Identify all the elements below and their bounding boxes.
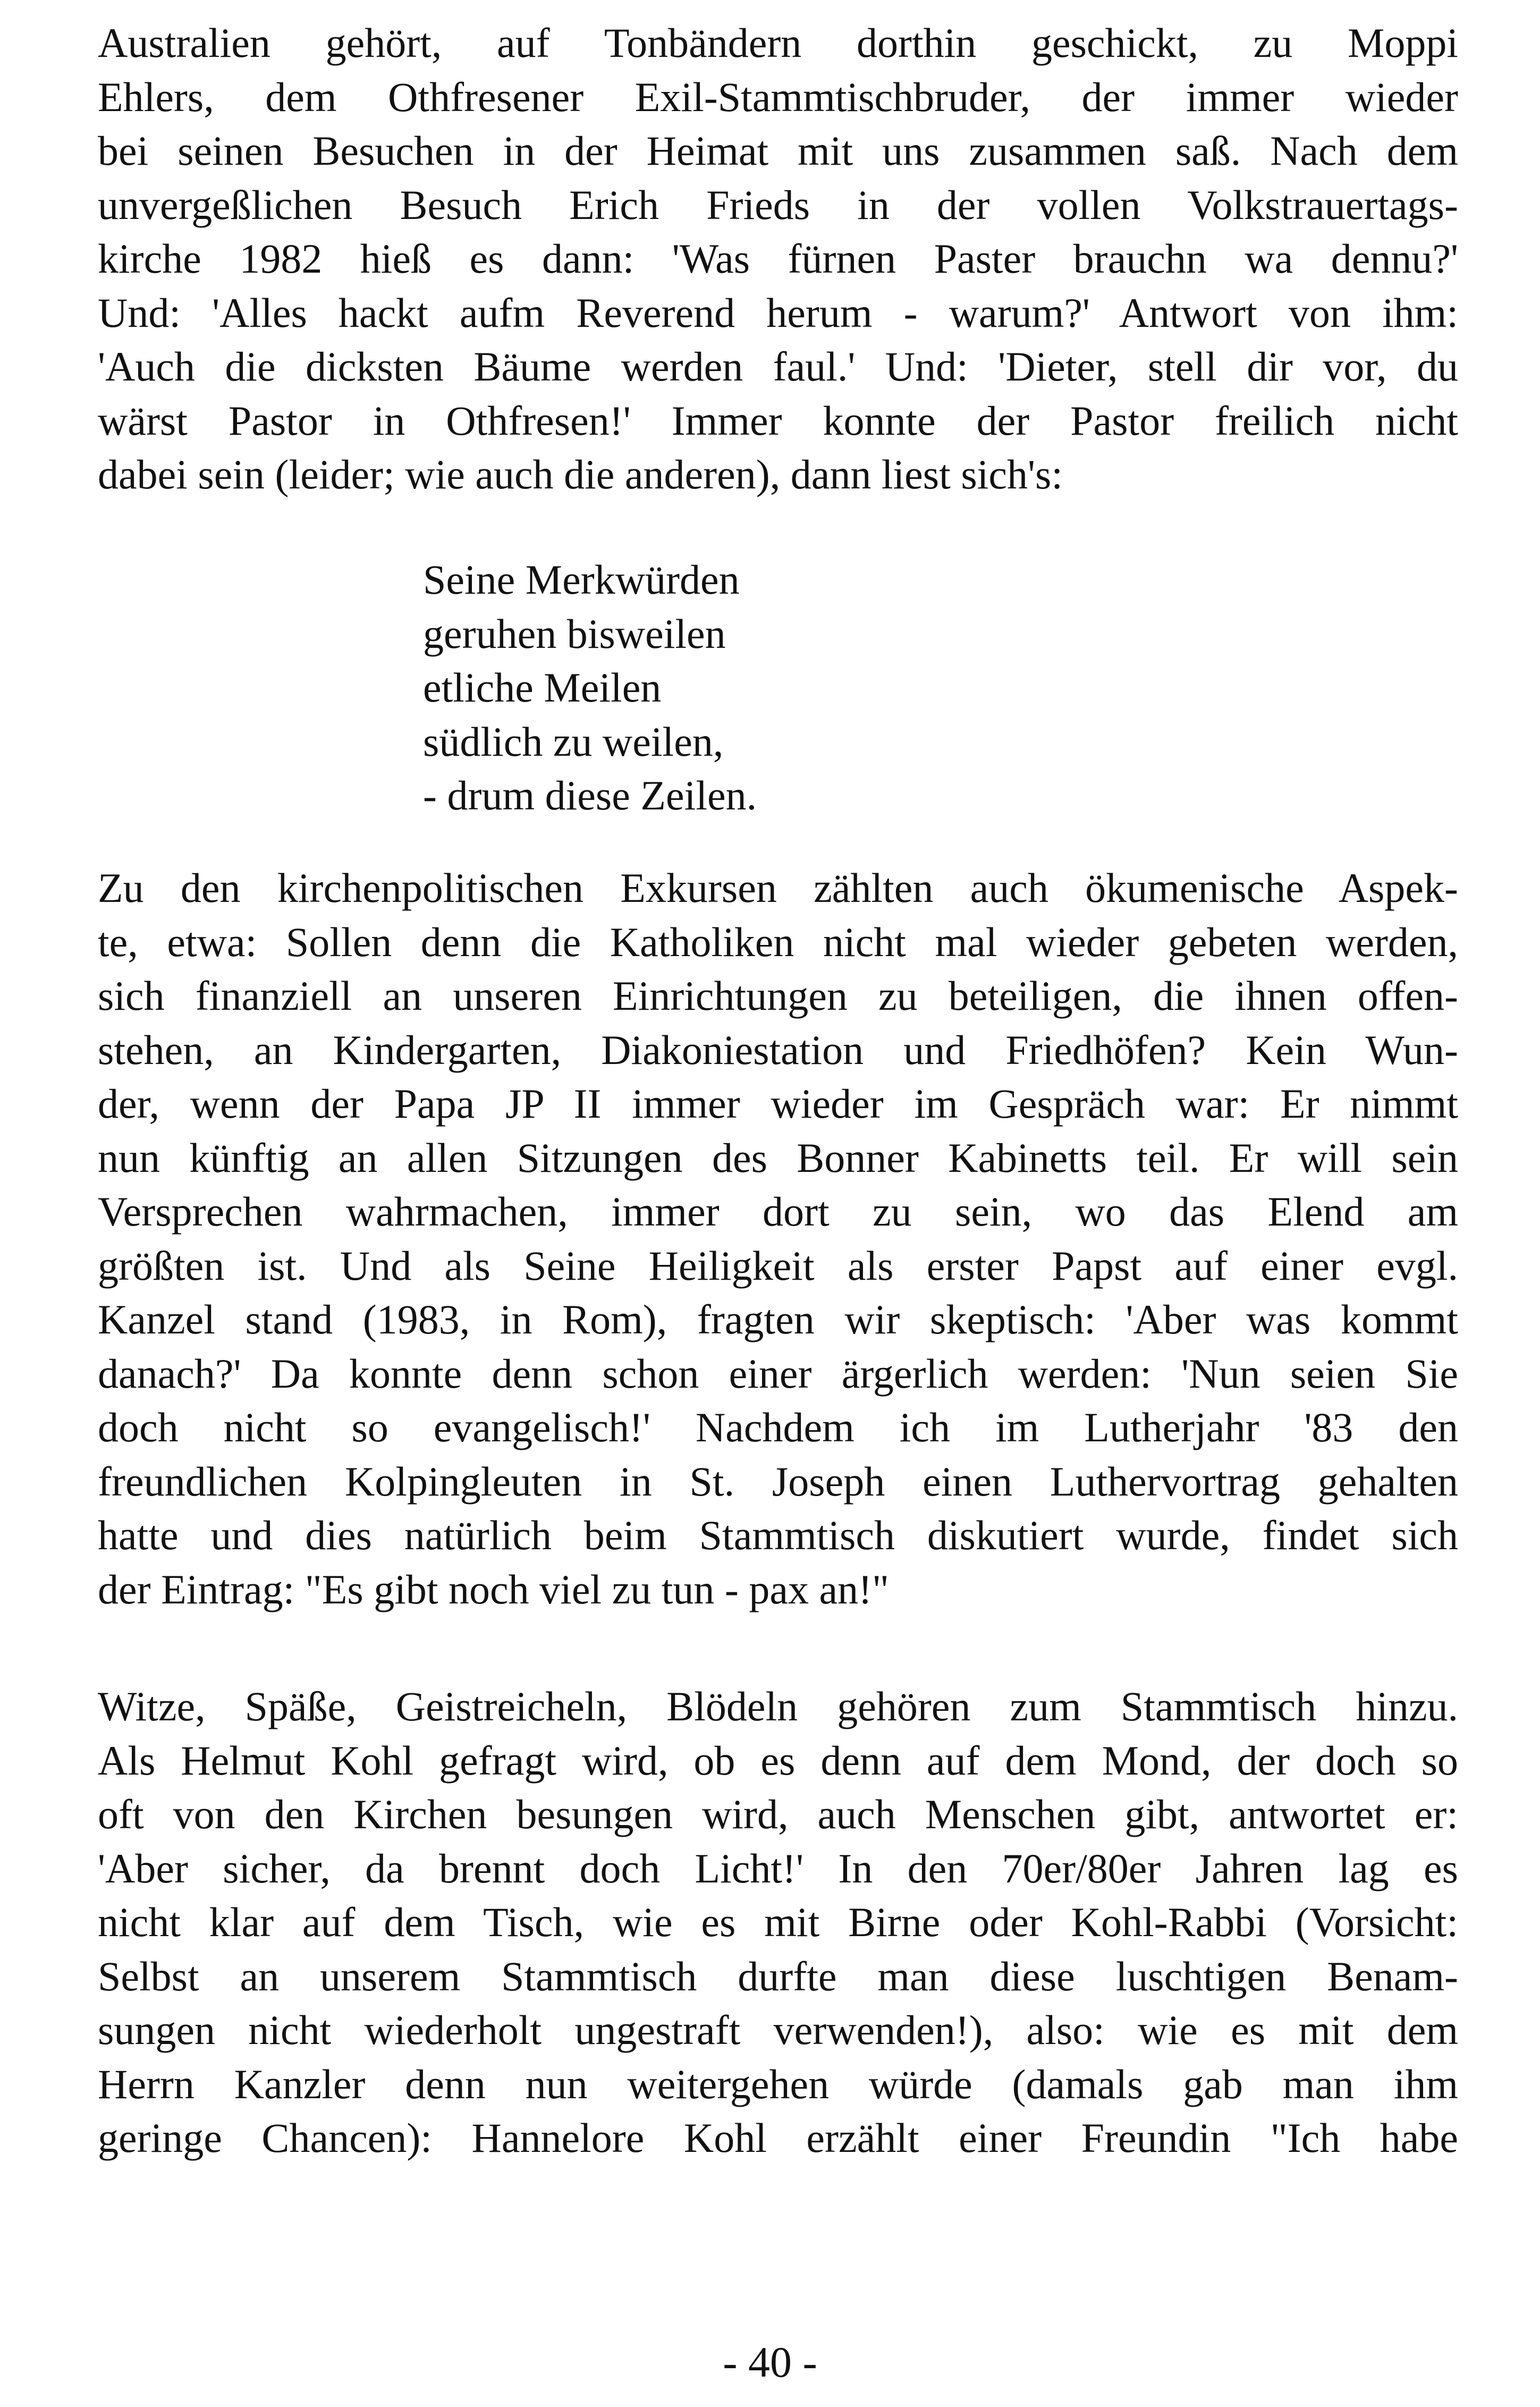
text-line: Selbst an unserem Stammtisch durfte man diese luschtigen Benam- bbox=[98, 1953, 1458, 1999]
text-line: Und: 'Alles hackt aufm Reverend herum - warum?' Antwort von ihm: bbox=[98, 289, 1458, 336]
text-line: Australien gehört, auf Tonbändern dorthin geschickt, zu Moppi bbox=[98, 20, 1458, 66]
text-line: freundlichen Kolpingleuten in St. Joseph einen Luthervortrag gehalten bbox=[98, 1458, 1458, 1505]
text-line: te, etwa: Sollen denn die Katholiken nicht mal wieder gebeten werden, bbox=[98, 918, 1458, 965]
paragraph-jokes bbox=[98, 1679, 1458, 2165]
paragraph-stammtisch-tapes bbox=[98, 16, 1458, 502]
text-line: Zu den kirchenpolitischen Exkursen zählten auch ökumenische Aspek- bbox=[98, 865, 1458, 911]
text-line: Ehlers, dem Othfresener Exil-Stammtischbruder, der immer wieder bbox=[98, 73, 1458, 120]
poem-line: Seine Merkwürden bbox=[423, 556, 740, 603]
text-line: dabei sein (leider; wie auch die anderen), dann liest sich's: bbox=[98, 451, 1063, 497]
text-line: danach?' Da konnte denn schon einer ärgerlich werden: 'Nun seien Sie bbox=[98, 1350, 1458, 1397]
text-line: wärst Pastor in Othfresen!' Immer konnte der Pastor freilich nicht bbox=[98, 397, 1458, 444]
text-line: bei seinen Besuchen in der Heimat mit uns zusammen saß. Nach dem bbox=[98, 128, 1458, 174]
text-line: kirche 1982 hieß es dann: 'Was fürnen Paster brauchn wa dennu?' bbox=[98, 235, 1458, 282]
text-line: oft von den Kirchen besungen wird, auch Menschen gibt, antwortet er: bbox=[98, 1791, 1458, 1837]
poem-line: etliche Meilen bbox=[423, 664, 662, 711]
text-line: 'Auch die dicksten Bäume werden faul.' Und: 'Dieter, stell dir vor, du bbox=[98, 343, 1458, 390]
text-line: doch nicht so evangelisch!' Nachdem ich im Lutherjahr '83 den bbox=[98, 1404, 1458, 1450]
text-line: 'Aber sicher, da brennt doch Licht!' In den 70er/80er Jahren lag es bbox=[98, 1845, 1458, 1891]
text-line: unvergeßlichen Besuch Erich Frieds in der vollen Volkstrauertags- bbox=[98, 181, 1458, 228]
poem-line: - drum diese Zeilen. bbox=[423, 772, 757, 818]
poem-line: südlich zu weilen, bbox=[423, 718, 724, 765]
text-line: hatte und dies natürlich beim Stammtisch diskutiert wurde, findet sich bbox=[98, 1512, 1458, 1558]
text-line: nicht klar auf dem Tisch, wie es mit Birne oder Kohl-Rabbi (Vorsicht: bbox=[98, 1899, 1458, 1945]
text-line: Versprechen wahrmachen, immer dort zu sein, wo das Elend am bbox=[98, 1188, 1458, 1235]
text-line: sungen nicht wiederholt ungestraft verwenden!), also: wie es mit dem bbox=[98, 2007, 1458, 2053]
text-line: Witze, Späße, Geistreicheln, Blödeln gehören zum Stammtisch hinzu. bbox=[98, 1683, 1458, 1729]
text-line: der, wenn der Papa JP II immer wieder im Gespräch war: Er nimmt bbox=[98, 1080, 1458, 1127]
page-number: - 40 - bbox=[723, 2338, 817, 2386]
text-line: nun künftig an allen Sitzungen des Bonner Kabinetts teil. Er will sein bbox=[98, 1134, 1458, 1181]
poem-line: geruhen bisweilen bbox=[423, 610, 726, 657]
poem-verse bbox=[423, 553, 757, 823]
text-line: geringe Chancen): Hannelore Kohl erzählt einer Freundin "Ich habe bbox=[98, 2115, 1458, 2161]
text-line: Kanzel stand (1983, in Rom), fragten wir skeptisch: 'Aber was kommt bbox=[98, 1296, 1458, 1342]
text-line: größten ist. Und als Seine Heiligkeit als erster Papst auf einer evgl. bbox=[98, 1242, 1458, 1289]
text-line: sich finanziell an unseren Einrichtungen zu beteiligen, die ihnen offen- bbox=[98, 973, 1458, 1019]
text-line: stehen, an Kindergarten, Diakoniestation und Friedhöfen? Kein Wun- bbox=[98, 1026, 1458, 1073]
text-line: Als Helmut Kohl gefragt wird, ob es denn auf dem Mond, der doch so bbox=[98, 1737, 1458, 1784]
text-line: der Eintrag: "Es gibt noch viel zu tun - pax an!" bbox=[98, 1566, 889, 1612]
paragraph-church-politics bbox=[98, 861, 1458, 1616]
text-line: Herrn Kanzler denn nun weitergehen würde (damals gab man ihm bbox=[98, 2060, 1458, 2107]
